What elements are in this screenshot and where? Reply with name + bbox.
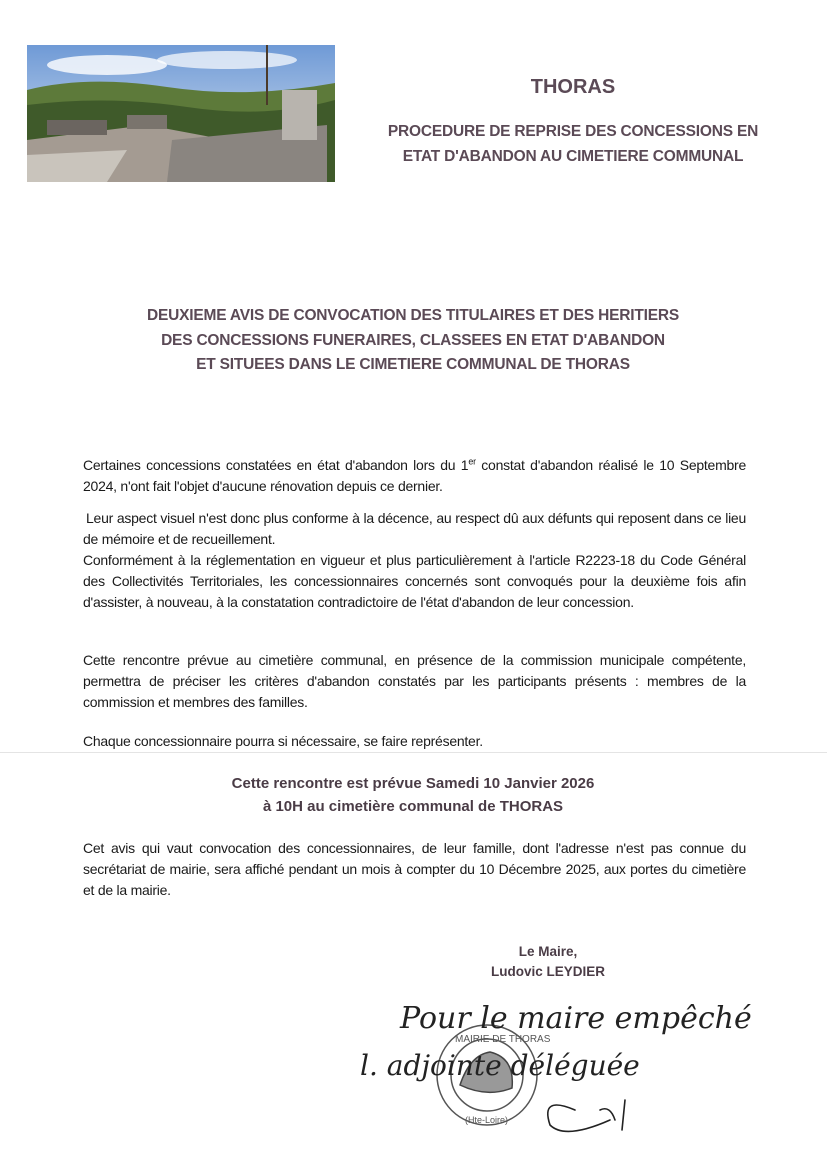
- paragraph-representation: Chaque concessionnaire pourra si nécessaire, se faire représenter.: [83, 733, 483, 749]
- svg-text:MAIRIE DE THORAS: MAIRIE DE THORAS: [455, 1034, 551, 1045]
- paragraph-decency: Leur aspect visuel n'est donc plus conforme à la décence, au respect dû aux défunts qui reposent dans ce lieu de mémoire et de recueillement.: [83, 510, 746, 547]
- subtitle-line: PROCEDURE DE REPRISE DES CONCESSIONS EN: [387, 123, 759, 140]
- meeting-line: Cette rencontre est prévue Samedi 10 Janvier 2026: [231, 775, 595, 792]
- svg-text:l. adjointe déléguée: l. adjointe déléguée: [360, 1049, 640, 1082]
- procedure-subtitle: [360, 119, 786, 169]
- svg-text:(Hte-Loire): (Hte-Loire): [465, 1115, 509, 1125]
- signatory-block: [430, 942, 666, 982]
- svg-text:Pour le maire empêché: Pour le maire empêché: [400, 1001, 752, 1036]
- paragraph-posting-notice: Cet avis qui vaut convocation des concessionnaires, de leur famille, dont l'adresse n'est pas connue du secrétariat de mairie, sera affiché pendant un mois à compter du 10 Décembre 2025, aux portes du cimetière et de la mairie.: [83, 840, 746, 898]
- heading-line: ET SITUEES DANS LE CIMETIERE COMMUNAL DE THORAS: [196, 356, 630, 373]
- heading-line: DES CONCESSIONS FUNERAIRES, CLASSEES EN ETAT D'ABANDON: [161, 331, 665, 349]
- paragraph-first-constat: [83, 455, 746, 497]
- signatory-name: Ludovic LEYDIER: [490, 964, 605, 979]
- text: Certaines concessions constatées en état d'abandon lors du 1: [83, 457, 469, 473]
- subtitle-line: ETAT D'ABANDON AU CIMETIERE COMMUNAL: [402, 148, 744, 165]
- paragraph-regulation: Conformément à la réglementation en vigueur et plus particulièrement à l'article R2223-18 du Code Général des Collectivités Territoriales, les concessionnaires concernés sont convoqués pour la deuxième fois afin d'assister, à nouveau, à la constatation contradictoire de l'état d'abandon de leur concession.: [83, 552, 746, 610]
- meeting-line: à 10H au cimetière communal de THORAS: [262, 798, 564, 815]
- paragraph-meeting-details: Cette rencontre prévue au cimetière communal, en présence de la commission municipale compétente, permettra de préciser les critères d'abandon constatés par les participants présents : membres de la commission et membres des familles.: [83, 652, 746, 710]
- superscript: er: [468, 456, 476, 467]
- meeting-announcement: [100, 772, 726, 818]
- text: constat d'abandon réalisé le 10 Septembre 2024, n'ont fait l'objet d'aucune rénovation depuis ce dernier.: [83, 457, 746, 494]
- signatory-role: Le Maire,: [518, 944, 578, 959]
- town-title: THORAS: [530, 76, 616, 98]
- notice-heading: [100, 304, 726, 378]
- handwritten-signature-and-stamp: [360, 980, 780, 1150]
- cemetery-photo: [27, 45, 335, 182]
- divider: [0, 752, 827, 753]
- heading-line: DEUXIEME AVIS DE CONVOCATION DES TITULAIRES ET DES HERITIERS: [147, 307, 679, 324]
